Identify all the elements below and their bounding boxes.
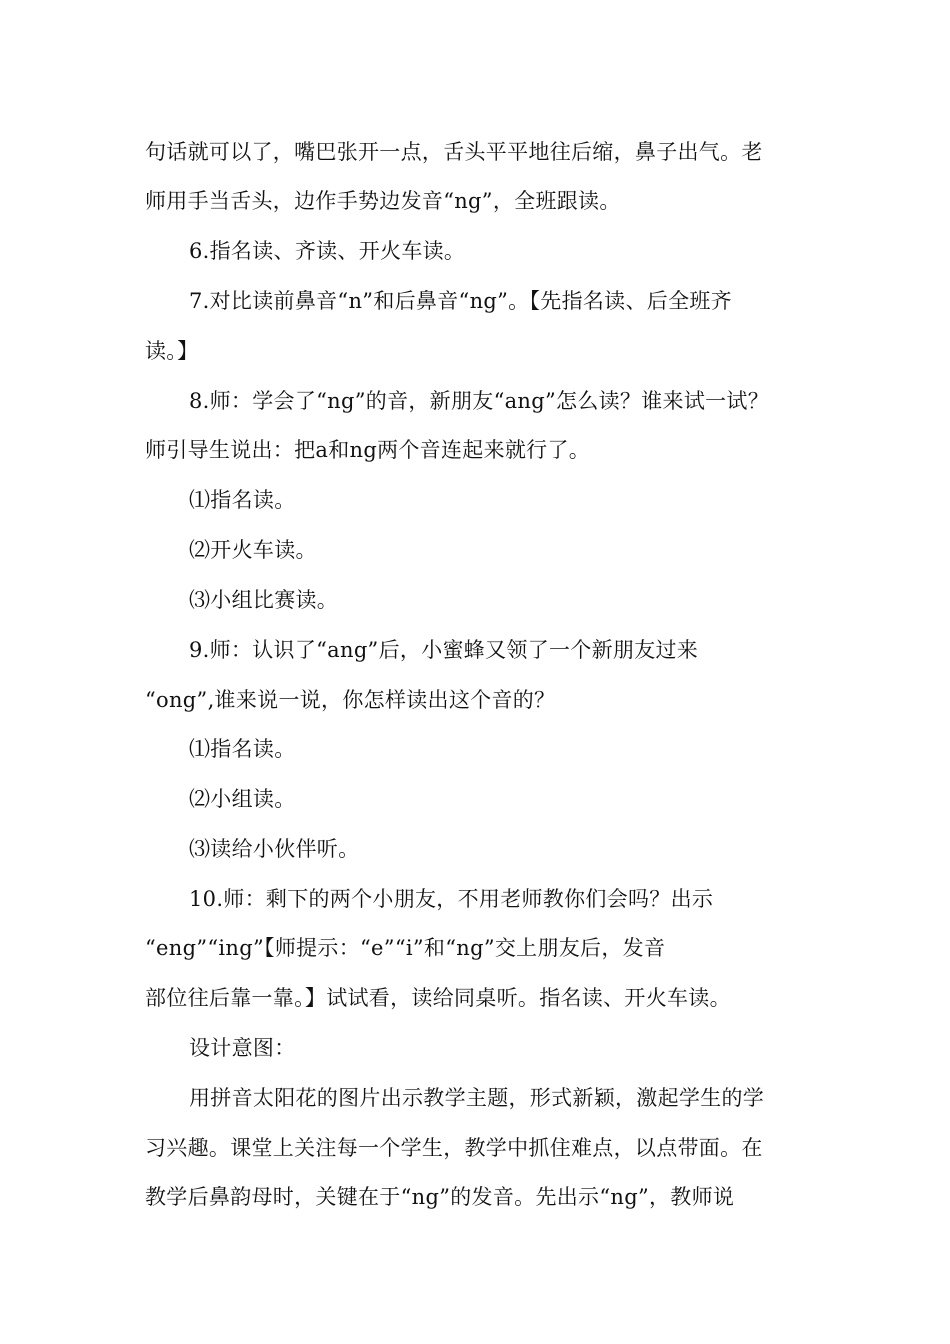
text-line: 习兴趣。课堂上关注每一个学生，教学中抓住难点，以点带面。在: [145, 1136, 763, 1160]
text-line: 句话就可以了，嘴巴张开一点，舌头平平地往后缩，鼻子出气。老: [145, 140, 763, 164]
text-line: 7.对比读前鼻音“n”和后鼻音“ng”。【先指名读、后全班齐: [189, 289, 732, 313]
text-line: 9.师：认识了“ang”后，小蜜蜂又领了一个新朋友过来: [189, 638, 699, 662]
text-line: 教学后鼻韵母时，关键在于“ng”的发音。先出示“ng”，教师说: [145, 1185, 735, 1209]
text-line: 师用手当舌头，边作手势边发音“ng”，全班跟读。: [145, 189, 621, 213]
text-line: 部位往后靠一靠。】试试看，读给同桌听。指名读、开火车读。: [145, 986, 731, 1010]
text-line: 6.指名读、齐读、开火车读。: [189, 239, 466, 263]
text-line: ⑴指名读。: [189, 737, 296, 761]
text-line: “ong”,谁来说一说，你怎样读出这个音的？: [145, 688, 556, 712]
text-line: 师引导生说出：把a和ng两个音连起来就行了。: [145, 438, 591, 462]
text-line: ⑴指名读。: [189, 488, 296, 512]
text-line: “eng”“ing”【师提示：“e”“i”和“ng”交上朋友后，发音: [145, 936, 666, 960]
text-line: 8.师：学会了“ng”的音，新朋友“ang”怎么读？谁来试一试？: [189, 389, 770, 413]
text-line: 用拼音太阳花的图片出示教学主题，形式新颖，激起学生的学: [189, 1086, 765, 1110]
text-line: 10.师：剩下的两个小朋友，不用老师教你们会吗？出示: [189, 887, 714, 911]
text-line: ⑶读给小伙伴听。: [189, 837, 360, 861]
text-line: 设计意图：: [189, 1036, 296, 1060]
text-line: 读。】: [145, 339, 199, 363]
text-line: ⑶小组比赛读。: [189, 588, 339, 612]
text-line: ⑵开火车读。: [189, 538, 317, 562]
text-line: ⑵小组读。: [189, 787, 296, 811]
